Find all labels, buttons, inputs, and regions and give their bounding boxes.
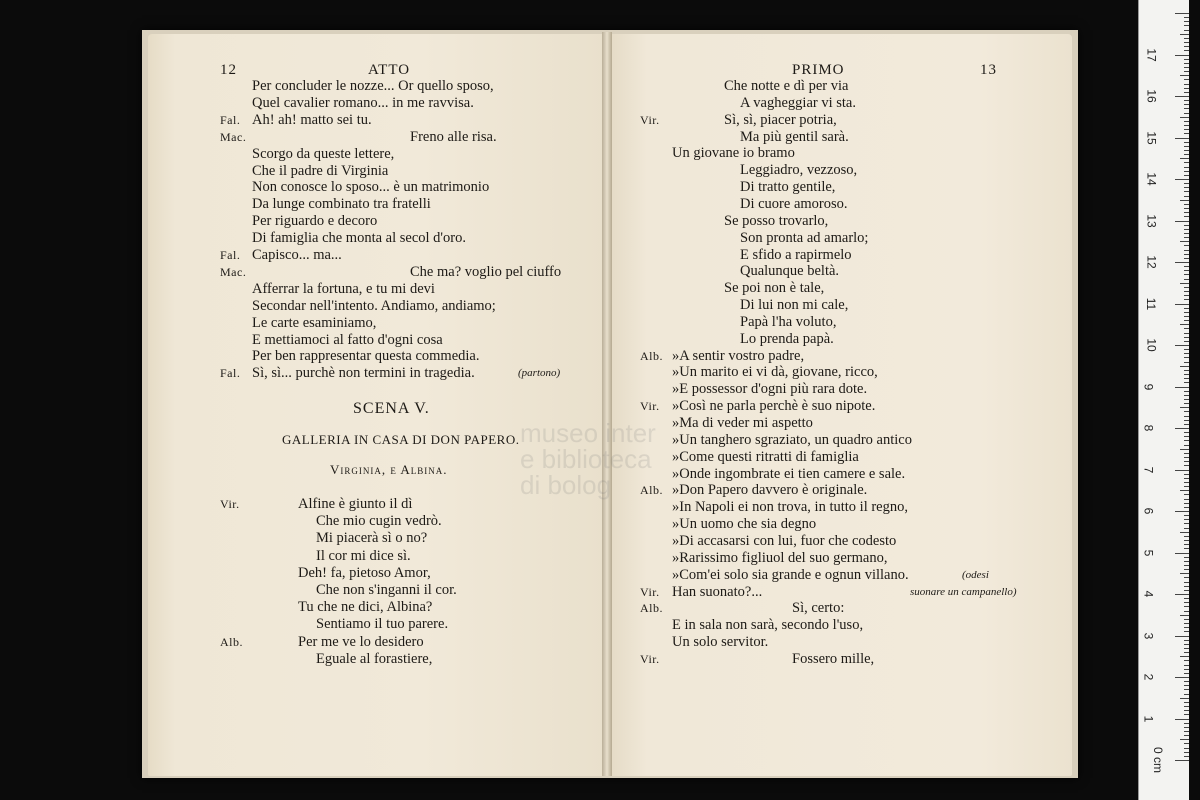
ruler-tick [1184, 378, 1189, 379]
speaker-label: Fal. [220, 112, 241, 127]
ruler-tick [1184, 42, 1189, 43]
ruler-tick [1184, 216, 1189, 217]
ruler-tick [1184, 681, 1189, 682]
ruler-tick [1180, 656, 1189, 657]
book-gutter [602, 32, 612, 776]
scene-title: SCENA V. [353, 400, 430, 417]
text-line: »Come questi ritratti di famiglia [672, 448, 859, 465]
speaker-label: Vir. [640, 584, 660, 599]
ruler-tick [1184, 727, 1189, 728]
ruler-tick [1184, 586, 1189, 587]
text-line: Fossero mille, [792, 650, 875, 667]
text-line: E in sala non sarà, secondo l'uso, [672, 617, 864, 634]
text-line: Un giovane io bramo [672, 145, 795, 162]
verse-line: Mi piacerà sì o no? [316, 530, 428, 547]
text-line: Per ben rappresentar questa commedia. [252, 348, 480, 365]
watermark-line: di bolog [520, 470, 612, 500]
speaker-label: Fal. [220, 366, 241, 381]
ruler-tick [1175, 13, 1189, 14]
ruler-tick [1184, 627, 1189, 628]
speaker-label: Alb. [220, 634, 243, 649]
verse-line: Sentiamo il tuo parere. [316, 616, 449, 633]
ruler-tick [1184, 154, 1189, 155]
ruler-tick [1184, 341, 1189, 342]
ruler-tick [1184, 279, 1189, 280]
ruler-tick [1184, 528, 1189, 529]
text-line: Che ma? voglio pel ciuffo [410, 263, 562, 280]
ruler-tick [1180, 532, 1189, 533]
ruler-tick [1184, 714, 1189, 715]
ruler-tick [1184, 125, 1189, 126]
ruler-number: 14 [1144, 172, 1159, 186]
ruler-tick [1180, 283, 1189, 284]
ruler-tick [1175, 345, 1189, 346]
ruler-tick [1175, 677, 1189, 678]
speaker-label: Vir. [640, 112, 660, 127]
ruler-tick [1184, 748, 1189, 749]
ruler-tick [1184, 46, 1189, 47]
ruler-tick [1184, 84, 1189, 85]
ruler-tick [1184, 21, 1189, 22]
ruler-tick [1184, 432, 1189, 433]
ruler-tick [1184, 25, 1189, 26]
ruler-tick [1184, 291, 1189, 292]
ruler-tick [1184, 59, 1189, 60]
ruler-tick [1175, 55, 1189, 56]
scene-characters: Virginia, e Albina. [330, 462, 448, 477]
text-line: »Onde ingombrate ei tien camere e sale. [672, 465, 906, 482]
text-line: »Un uomo che sia degno [672, 516, 817, 533]
ruler-tick [1184, 17, 1189, 18]
speaker-label: Alb. [640, 483, 663, 498]
ruler-tick [1184, 212, 1189, 213]
ruler-tick [1175, 387, 1189, 388]
ruler-tick [1184, 287, 1189, 288]
text-line: Han suonato?... [672, 583, 763, 600]
ruler-tick [1184, 416, 1189, 417]
verse-line: Alfine è giunto il dì [298, 496, 413, 512]
ruler-tick [1184, 92, 1189, 93]
ruler-tick [1184, 308, 1189, 309]
ruler-number: 11 [1144, 297, 1159, 310]
ruler-tick [1184, 598, 1189, 599]
ruler-number: 17 [1144, 47, 1159, 62]
text-line: Quel cavalier romano... in me ravvisa. [252, 94, 474, 111]
ruler-tick [1184, 411, 1189, 412]
speaker-label: Alb. [640, 601, 663, 616]
ruler-tick [1184, 67, 1189, 68]
ruler-tick [1184, 162, 1189, 163]
ruler-tick [1180, 34, 1189, 35]
ruler-tick [1184, 349, 1189, 350]
ruler-number: 1 [1141, 715, 1156, 722]
text-line: Se poi non è tale, [724, 280, 825, 297]
ruler-tick [1184, 299, 1189, 300]
ruler-tick [1184, 590, 1189, 591]
ruler-tick [1184, 374, 1189, 375]
ruler-tick [1184, 191, 1189, 192]
ruler-tick [1184, 669, 1189, 670]
ruler-number: 5 [1141, 549, 1156, 556]
ruler-tick [1184, 403, 1189, 404]
text-line: »A sentir vostro padre, [672, 347, 805, 364]
speaker-label: Mac. [220, 264, 247, 279]
ruler-tick [1184, 436, 1189, 437]
ruler-tick [1184, 548, 1189, 549]
ruler-tick [1180, 698, 1189, 699]
right-page [610, 34, 1072, 776]
text-line: Sì, certo: [792, 600, 845, 617]
ruler-tick [1175, 553, 1189, 554]
verse-line: Il cor mi dice sì. [316, 547, 411, 564]
ruler-tick [1184, 395, 1189, 396]
text-line: Capisco... ma... [252, 247, 342, 263]
ruler-tick [1184, 445, 1189, 446]
text-line: Freno alle risa. [410, 128, 497, 145]
ruler-tick [1175, 594, 1189, 595]
ruler-tick [1184, 710, 1189, 711]
ruler-tick [1184, 606, 1189, 607]
ruler-tick [1184, 50, 1189, 51]
ruler-tick [1184, 337, 1189, 338]
ruler-tick [1184, 167, 1189, 168]
ruler-number: 9 [1141, 383, 1156, 390]
page-number: 13 [980, 62, 997, 78]
ruler-tick [1184, 274, 1189, 275]
ruler-tick [1184, 577, 1189, 578]
ruler-tick [1180, 75, 1189, 76]
text-line: Papà l'ha voluto, [740, 313, 837, 330]
ruler-tick [1184, 652, 1189, 653]
ruler-tick [1184, 391, 1189, 392]
ruler-tick [1184, 424, 1189, 425]
verse-line: Che mio cugin vedrò. [316, 513, 442, 530]
page-number: 12 [220, 62, 237, 78]
ruler-tick [1184, 382, 1189, 383]
verse-line: Deh! fa, pietoso Amor, [298, 564, 431, 581]
ruler-tick [1184, 660, 1189, 661]
ruler-tick [1184, 133, 1189, 134]
running-head: PRIMO [792, 62, 845, 78]
ruler-tick [1184, 569, 1189, 570]
ruler-tick [1184, 461, 1189, 462]
ruler-number: 3 [1141, 632, 1156, 639]
ruler-tick [1184, 474, 1189, 475]
running-head: ATTO [368, 62, 411, 78]
ruler-tick [1184, 523, 1189, 524]
text-line: Sì, sì, piacer potria, [724, 111, 837, 128]
ruler-tick [1184, 38, 1189, 39]
ruler-tick [1184, 295, 1189, 296]
watermark-line: e biblioteca [520, 444, 652, 474]
ruler-tick [1180, 117, 1189, 118]
ruler-tick [1180, 158, 1189, 159]
verse-line: Che non s'inganni il cor. [316, 582, 457, 598]
ruler-tick [1184, 503, 1189, 504]
ruler-tick [1175, 221, 1189, 222]
ruler-tick [1184, 478, 1189, 479]
ruler-tick [1184, 702, 1189, 703]
measuring-ruler [1138, 0, 1189, 800]
ruler-tick [1184, 30, 1189, 31]
ruler-tick [1184, 63, 1189, 64]
ruler-tick [1184, 565, 1189, 566]
ruler-tick [1184, 171, 1189, 172]
ruler-tick [1184, 333, 1189, 334]
text-line: »In Napoli ei non trova, in tutto il regno, [672, 499, 908, 516]
text-line: »Ma di veder mi aspetto [672, 415, 813, 431]
text-line: »Don Papero davvero è originale. [672, 482, 868, 499]
ruler-tick [1184, 270, 1189, 271]
ruler-tick [1184, 665, 1189, 666]
ruler-tick [1184, 370, 1189, 371]
text-line: Leggiadro, vezzoso, [740, 162, 858, 179]
ruler-tick [1184, 735, 1189, 736]
text-line: Per riguardo e decoro [252, 213, 378, 230]
ruler-tick [1175, 636, 1189, 637]
ruler-tick [1184, 453, 1189, 454]
ruler-number: 4 [1141, 590, 1156, 598]
ruler-tick [1184, 79, 1189, 80]
ruler-tick [1184, 183, 1189, 184]
ruler-tick [1184, 142, 1189, 143]
speaker-label: Vir. [220, 497, 240, 511]
ruler-tick [1184, 353, 1189, 354]
speaker-label: Mac. [220, 129, 247, 144]
ruler-tick [1184, 328, 1189, 329]
speaker-label: Vir. [640, 651, 660, 666]
ruler-tick [1184, 694, 1189, 695]
ruler-tick [1175, 428, 1189, 429]
ruler-tick [1184, 121, 1189, 122]
text-line: Di tratto gentile, [740, 179, 836, 196]
text-line: Che notte e dì per via [724, 78, 849, 94]
text-line: Secondar nell'intento. Andiamo, andiamo; [252, 297, 496, 314]
ruler-tick [1180, 407, 1189, 408]
ruler-tick [1180, 324, 1189, 325]
stage-direction: (partono) [518, 367, 561, 380]
text-line: Di famiglia che monta al secol d'oro. [252, 230, 467, 247]
ruler-tick [1184, 673, 1189, 674]
ruler-tick [1184, 494, 1189, 495]
ruler-tick [1184, 175, 1189, 176]
ruler-tick [1184, 499, 1189, 500]
ruler-tick [1184, 237, 1189, 238]
text-line: Qualunque beltà. [740, 263, 840, 280]
ruler-tick [1184, 196, 1189, 197]
text-line: Un solo servitor. [672, 634, 769, 651]
text-line: Ma più gentil sarà. [740, 128, 849, 145]
stage-direction: suonare un campanello) [910, 585, 1017, 598]
text-line: Lo prenda papà. [740, 330, 834, 347]
ruler-tick [1175, 470, 1189, 471]
text-line: »E possessor d'ogni più rara dote. [672, 381, 868, 398]
ruler-tick [1184, 129, 1189, 130]
watermark-line: museo inter [520, 418, 656, 448]
text-line: A vagheggiar vi sta. [740, 94, 856, 111]
ruler-tick [1175, 511, 1189, 512]
text-line: »Un tanghero sgraziato, un quadro antico [672, 431, 912, 448]
stage-direction: (odesi [962, 568, 989, 581]
text-line: Di lui non mi cale, [740, 297, 849, 314]
ruler-tick [1184, 640, 1189, 641]
ruler-tick [1175, 719, 1189, 720]
ruler-tick [1184, 482, 1189, 483]
ruler-tick [1180, 449, 1189, 450]
ruler-tick [1184, 743, 1189, 744]
text-line: Afferrar la fortuna, e tu mi devi [252, 280, 435, 297]
ruler-number: 12 [1144, 255, 1159, 269]
ruler-tick [1184, 225, 1189, 226]
ruler-tick [1175, 138, 1189, 139]
text-line: E sfido a rapirmelo [740, 246, 852, 263]
ruler-tick [1184, 357, 1189, 358]
text-line: »Così ne parla perchè è suo nipote. [672, 398, 876, 415]
text-line: »Rarissimo figliuol del suo germano, [672, 549, 888, 566]
ruler-tick [1184, 320, 1189, 321]
text-line: Che il padre di Virginia [252, 162, 389, 179]
ruler-tick [1175, 760, 1189, 761]
ruler-tick [1184, 611, 1189, 612]
ruler-tick [1184, 266, 1189, 267]
text-line: »Un marito ei vi dà, giovane, ricco, [672, 364, 878, 381]
text-line: Ah! ah! matto sei tu. [252, 111, 372, 128]
text-line: »Com'ei solo sia grande e ognun villano. [672, 566, 909, 583]
ruler-tick [1175, 96, 1189, 97]
ruler-tick [1184, 557, 1189, 558]
ruler-tick [1175, 179, 1189, 180]
ruler-tick [1184, 619, 1189, 620]
ruler-tick [1184, 245, 1189, 246]
text-line: Per concluder le nozze... Or quello sposo, [252, 78, 494, 94]
ruler-tick [1184, 187, 1189, 188]
ruler-number: 6 [1141, 507, 1156, 515]
ruler-number: 8 [1141, 424, 1156, 432]
text-line: Scorgo da queste lettere, [252, 145, 395, 162]
ruler-tick [1184, 312, 1189, 313]
verse-line: Eguale al forastiere, [316, 650, 433, 667]
ruler-tick [1184, 88, 1189, 89]
text-line: Son pronta ad amarlo; [740, 229, 869, 246]
ruler-tick [1184, 254, 1189, 255]
ruler-tick [1184, 582, 1189, 583]
ruler-tick [1184, 507, 1189, 508]
speaker-label: Fal. [220, 248, 241, 262]
watermark [520, 420, 656, 498]
ruler-number: 13 [1144, 213, 1159, 228]
ruler-number: 0 cm [1151, 746, 1166, 774]
ruler-tick [1180, 573, 1189, 574]
text-line: E mettiamoci al fatto d'ogni cosa [252, 331, 443, 348]
text-line: Da lunge combinato tra fratelli [252, 196, 431, 213]
ruler-tick [1184, 71, 1189, 72]
ruler-tick [1184, 258, 1189, 259]
verse-line: Tu che ne dici, Albina? [298, 599, 433, 616]
ruler-tick [1184, 623, 1189, 624]
ruler-tick [1184, 150, 1189, 151]
ruler-tick [1184, 544, 1189, 545]
ruler-tick [1184, 519, 1189, 520]
text-line: Le carte esaminiamo, [252, 314, 377, 331]
ruler-number: 2 [1141, 673, 1156, 681]
ruler-tick [1184, 100, 1189, 101]
ruler-tick [1184, 706, 1189, 707]
left-page [148, 34, 606, 776]
ruler-tick [1184, 440, 1189, 441]
text-line: Se posso trovarlo, [724, 212, 829, 229]
ruler-tick [1184, 229, 1189, 230]
ruler-tick [1184, 113, 1189, 114]
ruler-tick [1184, 540, 1189, 541]
ruler-tick [1184, 731, 1189, 732]
speaker-label: Alb. [640, 348, 663, 363]
ruler-tick [1184, 515, 1189, 516]
text-line: Non conosce lo sposo... è un matrimonio [252, 179, 490, 196]
ruler-number: 15 [1144, 130, 1159, 145]
ruler-tick [1184, 104, 1189, 105]
ruler-tick [1184, 208, 1189, 209]
ruler-tick [1175, 304, 1189, 305]
ruler-tick [1184, 204, 1189, 205]
ruler-tick [1184, 486, 1189, 487]
text-line: Di cuore amoroso. [740, 195, 848, 212]
ruler-number: 10 [1144, 338, 1159, 352]
ruler-tick [1184, 689, 1189, 690]
ruler-tick [1184, 146, 1189, 147]
ruler-tick [1180, 739, 1189, 740]
ruler-tick [1184, 644, 1189, 645]
ruler-tick [1184, 561, 1189, 562]
ruler-tick [1184, 756, 1189, 757]
ruler-tick [1184, 723, 1189, 724]
speaker-label: Vir. [640, 399, 660, 414]
ruler-tick [1184, 631, 1189, 632]
ruler-tick [1180, 490, 1189, 491]
text-line: »Di accasarsi con lui, fuor che codesto [672, 532, 897, 549]
ruler-tick [1180, 200, 1189, 201]
ruler-number: 16 [1144, 89, 1159, 103]
ruler-tick [1184, 108, 1189, 109]
verse-line: Per me ve lo desidero [298, 633, 424, 650]
ruler-tick [1184, 250, 1189, 251]
ruler-tick [1180, 241, 1189, 242]
text-line: Sì, sì... purchè non termini in tragedia. [252, 365, 475, 382]
ruler-tick [1184, 536, 1189, 537]
ruler-tick [1184, 752, 1189, 753]
ruler-tick [1180, 366, 1189, 367]
ruler-tick [1180, 615, 1189, 616]
ruler-tick [1184, 465, 1189, 466]
ruler-number: 7 [1141, 466, 1156, 473]
ruler-tick [1184, 420, 1189, 421]
ruler-tick [1184, 233, 1189, 234]
ruler-tick [1184, 362, 1189, 363]
ruler-tick [1184, 602, 1189, 603]
ruler-tick [1175, 262, 1189, 263]
ruler-tick [1184, 316, 1189, 317]
ruler-tick [1184, 457, 1189, 458]
ruler-tick [1184, 648, 1189, 649]
ruler-tick [1184, 399, 1189, 400]
scene-setting: GALLERIA IN CASA DI DON PAPERO. [282, 432, 520, 447]
ruler-tick [1184, 685, 1189, 686]
